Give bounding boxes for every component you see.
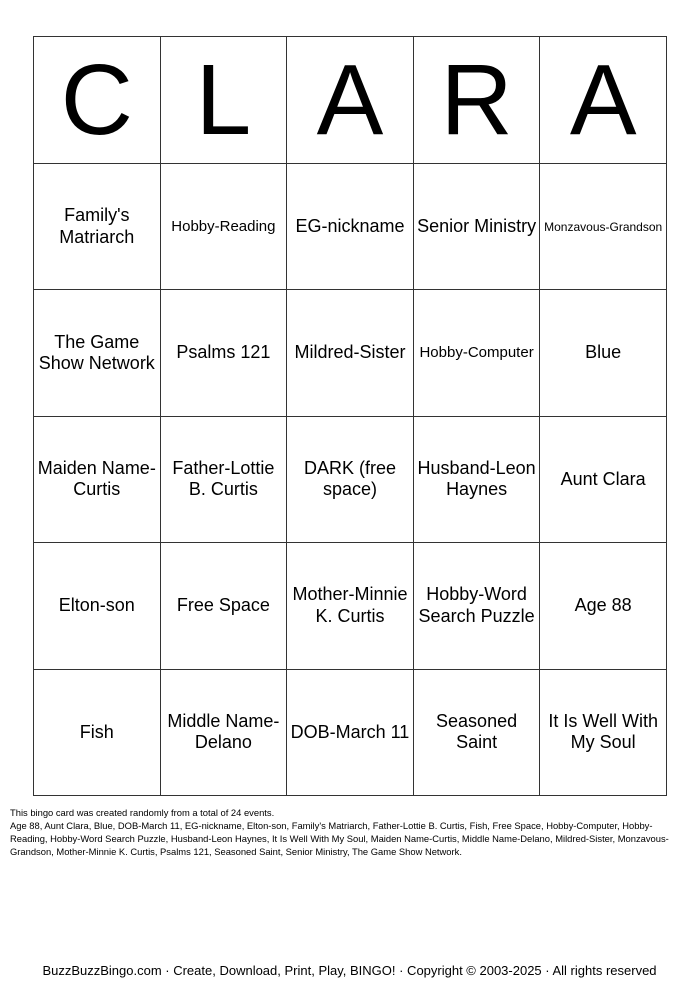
- bingo-cell: [287, 416, 414, 542]
- cell-text: Hobby-Computer: [419, 343, 534, 361]
- header-letter-1: C: [34, 37, 161, 164]
- grid-row-5: [34, 669, 667, 795]
- bingo-cell: [287, 669, 414, 795]
- cell-text: Husband-Leon Haynes: [417, 458, 536, 500]
- cell-text: Elton-son: [58, 595, 135, 616]
- bingo-cell: [34, 669, 161, 795]
- cell-text: Middle Name-Delano: [167, 710, 280, 753]
- header-letter-3: A: [287, 37, 414, 164]
- cell-text: It Is Well With My Soul: [548, 710, 659, 753]
- cell-text: Psalms 121: [176, 342, 271, 363]
- info-intro: This bingo card was created randomly from a total of 24 events.: [10, 807, 275, 818]
- bingo-cell: [413, 290, 540, 416]
- cell-text: Mildred-Sister: [294, 342, 406, 363]
- bingo-cell: [34, 164, 161, 290]
- bingo-cell: [540, 669, 667, 795]
- header-letter-5: A: [540, 37, 667, 164]
- info-event-list: Age 88, Aunt Clara, Blue, DOB-March 11, EG-nickname, Elton-son, Family's Matriarch, Father-Lottie B. Curtis, Fish, Free Space, Hobby-Computer, Hobby-Reading, Hobby-Word Search Puzzle, Husband-Leon Haynes, It Is Well With My Soul, Maiden Name-Curtis, Middle Name-Delano, Mildred-Sister, Monzavous-Grandson, Mother-Minnie K. Curtis, Psalms 121, Seasoned Saint, Senior Ministry, The Game Show Network.: [10, 820, 669, 857]
- cell-text: Blue: [585, 342, 622, 363]
- header-letter-2: L: [160, 37, 287, 164]
- bingo-cell: [34, 290, 161, 416]
- header-row: [34, 37, 667, 164]
- cell-text: Age 88: [574, 595, 632, 616]
- bingo-cell: [413, 416, 540, 542]
- cell-text: EG-nickname: [295, 216, 405, 236]
- cell-text: Hobby-Word Search Puzzle: [418, 584, 535, 626]
- card-info: [10, 806, 680, 858]
- cell-text: Seasoned Saint: [436, 710, 518, 753]
- cell-text: Mother-Minnie K. Curtis: [292, 584, 408, 626]
- footer-copyright: BuzzBuzzBingo.com · Create, Download, Print, Play, BINGO! · Copyright © 2003-2025 · All rights reserved: [42, 963, 657, 978]
- bingo-cell: [160, 543, 287, 669]
- bingo-cell: [287, 543, 414, 669]
- bingo-cell: [160, 290, 287, 416]
- bingo-cell: [287, 164, 414, 290]
- cell-text: The Game Show Network: [38, 331, 155, 374]
- bingo-cell: [413, 164, 540, 290]
- cell-text: Aunt Clara: [560, 468, 646, 489]
- bingo-cell: [160, 669, 287, 795]
- cell-text: DARK (free space): [303, 458, 396, 500]
- cell-text: Free Space: [176, 595, 270, 616]
- bingo-cell: [540, 290, 667, 416]
- bingo-cell: [160, 164, 287, 290]
- cell-text: Maiden Name-Curtis: [37, 458, 156, 500]
- cell-text: Father-Lottie B. Curtis: [172, 458, 275, 500]
- grid-row-4: [34, 543, 667, 669]
- bingo-cell: [287, 290, 414, 416]
- bingo-cell: [540, 164, 667, 290]
- bingo-card: [33, 36, 667, 796]
- cell-text: Hobby-Reading: [171, 217, 276, 235]
- bingo-cell: [34, 543, 161, 669]
- grid-row-1: [34, 164, 667, 290]
- cell-text: Monzavous-Grandson: [544, 219, 663, 234]
- cell-text: Family's Matriarch: [59, 205, 135, 247]
- grid-row-3: [34, 416, 667, 542]
- grid-row-2: [34, 290, 667, 416]
- bingo-cell: [540, 416, 667, 542]
- bingo-cell: [540, 543, 667, 669]
- bingo-cell: [160, 416, 287, 542]
- bingo-cell: [413, 669, 540, 795]
- cell-text: Senior Ministry: [417, 216, 537, 236]
- header-letter-4: R: [413, 37, 540, 164]
- bingo-cell: [413, 543, 540, 669]
- cell-text: Fish: [79, 721, 114, 742]
- cell-text: DOB-March 11: [290, 721, 410, 742]
- bingo-cell: [34, 416, 161, 542]
